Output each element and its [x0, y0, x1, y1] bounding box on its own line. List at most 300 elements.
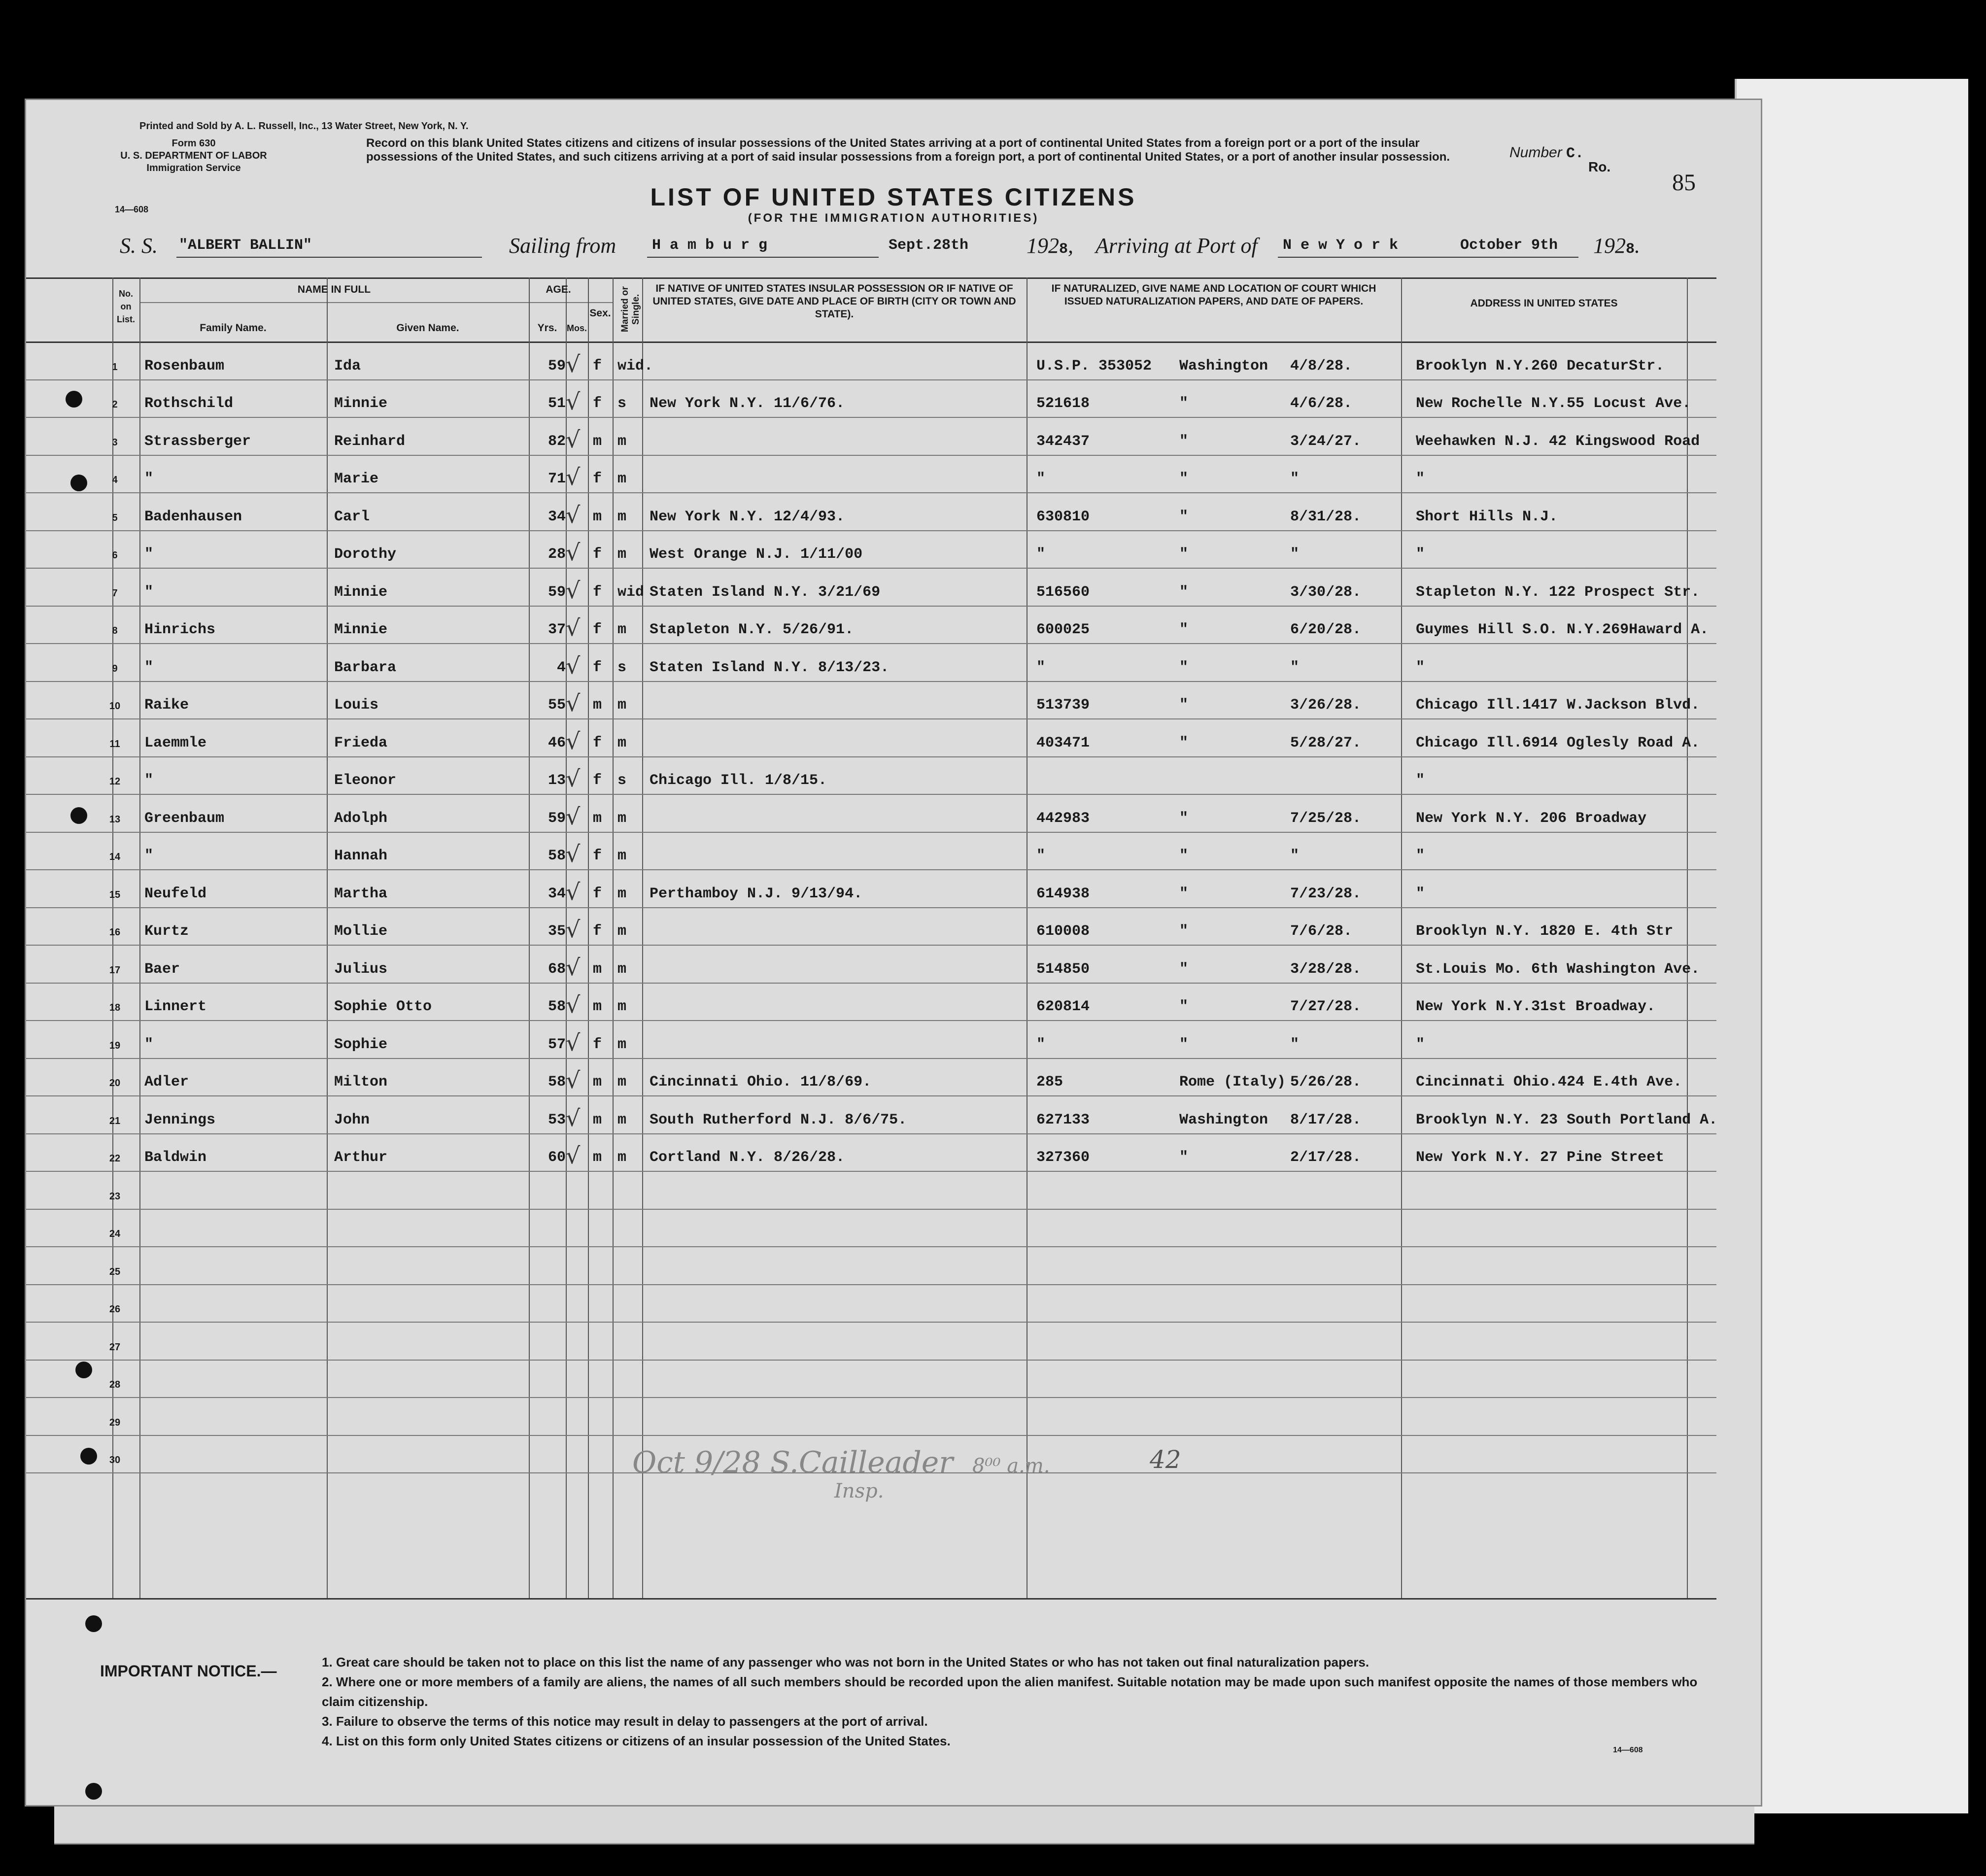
cell-paper: 327360	[1036, 1149, 1090, 1166]
header-name-in-full: NAME IN FULL	[297, 284, 371, 295]
cell-age: 59	[548, 583, 566, 601]
cell-address: Brooklyn N.Y. 23 South Portland A.	[1416, 1111, 1718, 1128]
cell-family: Hinrichs	[144, 621, 216, 638]
cell-date: "	[1290, 546, 1300, 563]
sail-year: 1928,	[1027, 234, 1074, 258]
cell-court: "	[1179, 998, 1189, 1015]
cell-date: 5/28/27.	[1290, 734, 1362, 751]
cell-court: "	[1179, 960, 1189, 978]
check-mark-icon: √	[566, 501, 581, 528]
passenger-count-annotation: 42	[1150, 1445, 1181, 1474]
cell-address: Brooklyn N.Y. 1820 E. 4th Str	[1416, 923, 1674, 940]
cell-sex: m	[593, 433, 602, 450]
cell-paper: U.S.P. 353052	[1036, 357, 1152, 375]
cell-court: "	[1179, 923, 1189, 940]
cell-age: 58	[548, 1074, 566, 1091]
cell-sex: f	[593, 395, 602, 412]
line-number: 30	[109, 1455, 121, 1466]
cell-date: "	[1290, 471, 1300, 487]
cell-status: m	[617, 1036, 627, 1053]
cell-address: Weehawken N.J. 42 Kingswood Road	[1416, 433, 1700, 450]
cell-paper: 285	[1036, 1074, 1063, 1091]
line-number: 11	[109, 738, 120, 750]
ship-name: "ALBERT BALLIN"	[179, 237, 312, 254]
cell-date: 5/26/28.	[1290, 1074, 1362, 1091]
line-number: 28	[109, 1379, 121, 1390]
cell-sex: m	[593, 1111, 602, 1128]
cell-status: m	[617, 885, 627, 902]
department: U. S. DEPARTMENT OF LABOR	[120, 150, 267, 161]
check-mark-icon: √	[566, 1029, 581, 1056]
cell-sex: m	[593, 697, 602, 714]
cell-court: "	[1179, 734, 1189, 751]
line-number: 21	[109, 1115, 121, 1126]
check-mark-icon: √	[566, 614, 581, 641]
arriving-label: Arriving at Port of	[1096, 234, 1258, 258]
header-family-name: Family Name.	[200, 322, 267, 334]
cell-family: Baldwin	[144, 1149, 207, 1166]
sail-date: Sept.28th	[889, 237, 969, 254]
line-number: 23	[109, 1191, 121, 1202]
cell-paper: 627133	[1036, 1111, 1090, 1128]
cell-court: Washington	[1179, 1111, 1268, 1128]
cell-sex: f	[593, 734, 602, 751]
cell-sex: f	[593, 848, 602, 864]
check-mark-icon: √	[566, 765, 581, 792]
cell-date: "	[1290, 1036, 1300, 1053]
cell-court: "	[1179, 621, 1189, 638]
check-mark-icon: √	[566, 652, 581, 679]
cell-date: 3/28/28.	[1290, 960, 1362, 978]
cell-age: 4	[556, 659, 566, 676]
check-mark-icon: √	[566, 1104, 581, 1131]
cell-age: 68	[548, 960, 566, 978]
line-number: 9	[112, 663, 118, 674]
cell-date: 4/8/28.	[1290, 357, 1353, 375]
cell-given: Adolph	[334, 810, 388, 827]
cell-court: Washington	[1179, 357, 1268, 375]
cell-paper: 630810	[1036, 508, 1090, 525]
voyage-line	[120, 233, 1697, 263]
cell-date: 3/30/28.	[1290, 583, 1362, 601]
cell-court: "	[1179, 433, 1189, 450]
cell-family: Baer	[144, 960, 180, 978]
cell-family: Jennings	[144, 1111, 216, 1128]
cell-age: 59	[548, 357, 566, 375]
ss-label: S. S.	[120, 234, 158, 258]
cell-paper: "	[1036, 546, 1046, 563]
header-age: AGE.	[546, 284, 571, 295]
cell-date: 3/24/27.	[1290, 433, 1362, 450]
cell-family: "	[144, 848, 154, 864]
cell-age: 58	[548, 848, 566, 864]
cell-date: 8/17/28.	[1290, 1111, 1362, 1128]
cell-address: Guymes Hill S.O. N.Y.269Haward A.	[1416, 621, 1709, 638]
check-mark-icon: √	[566, 539, 581, 566]
port-from: H a m b u r g	[652, 237, 768, 254]
cell-address: New York N.Y.31st Broadway.	[1416, 998, 1656, 1015]
cell-paper: 620814	[1036, 998, 1090, 1015]
cell-birth: South Rutherford N.J. 8/6/75.	[650, 1111, 907, 1128]
sailing-label: Sailing from	[509, 234, 616, 258]
header-naturalization: IF NATURALIZED, GIVE NAME AND LOCATION OF COURT WHICH ISSUED NATURALIZATION PAPERS, AND DATE OF PAPERS.	[1051, 283, 1376, 307]
cell-date: 4/6/28.	[1290, 395, 1353, 412]
cell-given: Reinhard	[334, 433, 406, 450]
header-mos: Mos.	[566, 323, 587, 333]
binder-hole	[85, 1615, 102, 1632]
cell-status: m	[617, 1074, 627, 1091]
cell-address: Stapleton N.Y. 122 Prospect Str.	[1416, 583, 1700, 601]
line-number: 17	[109, 964, 121, 976]
cell-sex: f	[593, 1036, 602, 1053]
cell-court: "	[1179, 508, 1189, 525]
cell-paper: 442983	[1036, 810, 1090, 827]
line-number: 3	[112, 437, 118, 448]
ro-label: Ro.	[1588, 159, 1611, 174]
cell-address: New Rochelle N.Y.55 Locust Ave.	[1416, 395, 1691, 412]
cell-status: m	[617, 471, 627, 487]
check-mark-icon: √	[566, 991, 581, 1018]
cell-given: Minnie	[334, 621, 388, 638]
line-number: 14	[109, 852, 121, 862]
cell-address: "	[1416, 885, 1425, 902]
line-number: 15	[109, 889, 121, 900]
cell-family: Laemmle	[144, 734, 207, 751]
cell-age: 34	[548, 508, 566, 525]
sail-year-suffix: 8	[1059, 241, 1068, 258]
cell-status: wid.	[617, 357, 653, 375]
line-number: 22	[109, 1153, 121, 1164]
cell-status: m	[617, 923, 627, 940]
cell-family: "	[144, 546, 154, 563]
arrive-year-suffix: 8	[1626, 241, 1635, 258]
passenger-table	[26, 277, 1761, 1598]
notice-item: 4. List on this form only United States citizens or citizens of an insular possession of the United States.	[322, 1734, 951, 1748]
cell-sex: f	[593, 583, 602, 601]
check-mark-icon: √	[566, 916, 581, 943]
check-mark-icon: √	[566, 426, 581, 453]
arrive-year: 1928.	[1593, 234, 1641, 258]
cell-address: Chicago Ill.6914 Oglesly Road A.	[1416, 734, 1700, 751]
cell-age: 51	[548, 395, 566, 412]
cell-sex: f	[593, 923, 602, 940]
check-mark-icon: √	[566, 388, 581, 415]
binder-hole	[70, 475, 87, 491]
cell-address: "	[1416, 772, 1425, 789]
cell-birth: Cincinnati Ohio. 11/8/69.	[650, 1074, 872, 1091]
cell-age: 28	[548, 546, 566, 563]
cell-court: "	[1179, 583, 1189, 601]
cell-date: "	[1290, 848, 1300, 864]
cell-age: 57	[548, 1036, 566, 1053]
header-address: ADDRESS IN UNITED STATES	[1470, 298, 1618, 309]
cell-court: "	[1179, 395, 1189, 412]
line-number: 8	[112, 625, 118, 636]
cell-given: Milton	[334, 1074, 388, 1091]
cell-status: m	[617, 1149, 627, 1166]
header-sex: Sex.	[589, 307, 611, 319]
cell-date: 7/25/28.	[1290, 810, 1362, 827]
line-number: 7	[112, 587, 118, 599]
notice-item: 2. Where one or more members of a family are aliens, the names of all such members should be recorded upon the alien manifest. Suitable notation may be made upon such manifest opposite the names of those members who claim citizenship.	[322, 1674, 1698, 1709]
cell-sex: f	[593, 659, 602, 676]
cell-paper: "	[1036, 659, 1046, 676]
line-number: 12	[109, 776, 121, 787]
cell-given: Mollie	[334, 923, 388, 940]
cell-family: Greenbaum	[144, 810, 225, 827]
cell-age: 55	[548, 697, 566, 714]
form-identifier	[90, 137, 297, 174]
manifest-page	[25, 99, 1762, 1807]
cell-given: Sophie	[334, 1036, 388, 1053]
check-mark-icon: √	[566, 464, 581, 490]
line-number: 13	[109, 814, 121, 825]
cell-family: "	[144, 583, 154, 601]
cell-sex: m	[593, 998, 602, 1015]
check-mark-icon: √	[566, 1067, 581, 1093]
cell-court: Rome (Italy)	[1179, 1074, 1286, 1091]
cell-family: Rosenbaum	[144, 357, 225, 375]
cell-sex: m	[593, 508, 602, 525]
cell-given: Dorothy	[334, 546, 397, 563]
cell-address: New York N.Y. 27 Pine Street	[1416, 1149, 1665, 1166]
cell-given: Barbara	[334, 659, 397, 676]
cell-sex: f	[593, 885, 602, 902]
header-yrs: Yrs.	[537, 322, 557, 334]
cell-court: "	[1179, 659, 1189, 676]
cell-paper: 521618	[1036, 395, 1090, 412]
line-number: 27	[109, 1341, 121, 1353]
cell-given: Martha	[334, 885, 388, 902]
cell-court: "	[1179, 471, 1189, 487]
cell-given: Eleonor	[334, 772, 397, 789]
number-label: Number	[1509, 144, 1562, 161]
cell-birth: West Orange N.J. 1/11/00	[650, 546, 863, 563]
cell-sex: m	[593, 1149, 602, 1166]
cell-status: s	[617, 772, 627, 789]
cell-status: m	[617, 960, 627, 978]
cell-given: Frieda	[334, 734, 388, 751]
cell-paper: 516560	[1036, 583, 1090, 601]
notice-item: 3. Failure to observe the terms of this notice may result in delay to passengers at the port of arrival.	[322, 1714, 928, 1729]
cell-given: Julius	[334, 960, 388, 978]
line-number: 4	[112, 475, 118, 485]
back-sheet	[1735, 79, 1968, 1813]
check-mark-icon: √	[566, 803, 581, 830]
binder-hole	[85, 1783, 102, 1800]
cell-status: s	[617, 659, 627, 676]
check-mark-icon: √	[566, 841, 581, 867]
cell-address: Cincinnati Ohio.424 E.4th Ave.	[1416, 1074, 1682, 1091]
cell-age: 71	[548, 471, 566, 487]
line-number: 5	[112, 512, 118, 523]
cell-address: Brooklyn N.Y.260 DecaturStr.	[1416, 357, 1665, 375]
cell-address: New York N.Y. 206 Broadway	[1416, 810, 1647, 827]
binder-hole	[70, 807, 87, 824]
page-subtitle: (FOR THE IMMIGRATION AUTHORITIES)	[748, 211, 1039, 225]
cell-age: 13	[548, 772, 566, 789]
cell-address: St.Louis Mo. 6th Washington Ave.	[1416, 960, 1700, 978]
cell-given: Marie	[334, 471, 379, 487]
cell-sex: m	[593, 960, 602, 978]
cell-given: Minnie	[334, 583, 388, 601]
cell-date: 7/27/28.	[1290, 998, 1362, 1015]
cell-age: 58	[548, 998, 566, 1015]
inspection-annotation	[632, 1445, 1050, 1480]
cell-address: Short Hills N.J.	[1416, 508, 1558, 525]
cell-family: "	[144, 659, 154, 676]
cell-date: 8/31/28.	[1290, 508, 1362, 525]
number-field	[1509, 144, 1584, 162]
cell-birth: Chicago Ill. 1/8/15.	[650, 772, 827, 789]
cell-given: Carl	[334, 508, 370, 525]
cell-family: Badenhausen	[144, 508, 242, 525]
cell-family: "	[144, 772, 154, 789]
cell-paper: "	[1036, 1036, 1046, 1053]
cell-family: Raike	[144, 697, 189, 714]
cell-paper: 513739	[1036, 697, 1090, 714]
line-number: 2	[112, 399, 118, 410]
header-no-on-list: No. on List.	[116, 289, 135, 324]
service: Immigration Service	[146, 163, 241, 173]
form-code: 14—608	[115, 205, 149, 214]
record-instruction: Record on this blank United States citizens and citizens of insular possessions of the United States arriving at a port of continental United States from a foreign port or a port of the insular possessions of the United States, and such citizens arriving at a port of said insular possessions from a foreign port, a port of continental United States, or a port of another insular possession.	[366, 136, 1450, 164]
check-mark-icon: √	[566, 954, 581, 981]
cell-status: m	[617, 621, 627, 638]
cell-birth: Staten Island N.Y. 3/21/69	[650, 583, 881, 601]
cell-birth: Perthamboy N.J. 9/13/94.	[650, 885, 863, 902]
cell-family: Adler	[144, 1074, 189, 1091]
cell-status: m	[617, 546, 627, 563]
cell-date: 7/23/28.	[1290, 885, 1362, 902]
cell-given: Ida	[334, 357, 361, 375]
bottom-form-code: 14—608	[1613, 1746, 1643, 1754]
header-given-name: Given Name.	[396, 322, 459, 334]
cell-paper: 614938	[1036, 885, 1090, 902]
cell-family: "	[144, 471, 154, 487]
cell-given: Minnie	[334, 395, 388, 412]
cell-sex: m	[593, 810, 602, 827]
cell-family: Strassberger	[144, 433, 251, 450]
page-title: LIST OF UNITED STATES CITIZENS	[650, 183, 1137, 211]
cell-status: m	[617, 433, 627, 450]
line-number: 20	[109, 1078, 121, 1089]
cell-sex: f	[593, 471, 602, 487]
arrive-year-prefix: 192	[1593, 234, 1626, 258]
cell-family: Kurtz	[144, 923, 189, 940]
cell-sex: f	[593, 772, 602, 789]
line-number: 10	[109, 701, 121, 712]
line-number: 6	[112, 550, 118, 561]
cell-court: "	[1179, 885, 1189, 902]
cell-paper: "	[1036, 471, 1046, 487]
line-number: 25	[109, 1266, 121, 1277]
cell-status: m	[617, 508, 627, 525]
cell-court: "	[1179, 810, 1189, 827]
arrive-date: October 9th	[1460, 237, 1558, 254]
cell-status: m	[617, 998, 627, 1015]
cell-sex: f	[593, 546, 602, 563]
line-number: 29	[109, 1417, 121, 1428]
printer-line: Printed and Sold by A. L. Russell, Inc., 13 Water Street, New York, N. Y.	[139, 121, 469, 132]
cell-court: "	[1179, 546, 1189, 563]
notice-heading: IMPORTANT NOTICE.—	[100, 1662, 277, 1680]
form-number: Form 630	[171, 138, 216, 149]
inspection-text: Oct 9/28 S.Cailleader	[632, 1445, 953, 1480]
cell-paper: 342437	[1036, 433, 1090, 450]
cell-age: 37	[548, 621, 566, 638]
cell-status: m	[617, 810, 627, 827]
page-number: 85	[1672, 170, 1696, 196]
cell-paper: "	[1036, 848, 1046, 864]
cell-paper: 514850	[1036, 960, 1090, 978]
cell-status: wid	[617, 583, 645, 601]
cell-paper: 403471	[1036, 734, 1090, 751]
line-number: 16	[109, 927, 121, 938]
inspector-note: Insp.	[834, 1480, 884, 1502]
cell-address: "	[1416, 848, 1425, 864]
cell-status: m	[617, 1111, 627, 1128]
cell-age: 35	[548, 923, 566, 940]
binder-hole	[80, 1448, 97, 1465]
binder-hole	[66, 391, 82, 408]
port-to: N e w Y o r k	[1283, 237, 1399, 254]
cell-given: Arthur	[334, 1149, 388, 1166]
cell-family: Linnert	[144, 998, 207, 1015]
check-mark-icon: √	[566, 350, 581, 377]
cell-birth: New York N.Y. 12/4/93.	[650, 508, 845, 525]
line-number: 24	[109, 1228, 121, 1239]
cell-address: "	[1416, 659, 1425, 676]
cell-birth: New York N.Y. 11/6/76.	[650, 395, 845, 412]
cell-age: 82	[548, 433, 566, 450]
cell-sex: m	[593, 1074, 602, 1091]
notice-item: 1. Great care should be taken not to place on this list the name of any passenger who was not born in the United States or who has not taken out final naturalization papers.	[322, 1655, 1370, 1670]
cell-given: Hannah	[334, 848, 388, 864]
header-birth: IF NATIVE OF UNITED STATES INSULAR POSSESSION OR IF NATIVE OF UNITED STATES, GIVE DATE AND PLACE OF BIRTH (CITY OR TOWN AND STATE).	[652, 283, 1016, 320]
cell-status: m	[617, 697, 627, 714]
cell-age: 46	[548, 734, 566, 751]
cell-address: "	[1416, 1036, 1425, 1053]
line-number: 26	[109, 1304, 121, 1315]
check-mark-icon: √	[566, 577, 581, 604]
check-mark-icon: √	[566, 1142, 581, 1169]
cell-age: 53	[548, 1111, 566, 1128]
cell-court: "	[1179, 1149, 1189, 1166]
cell-given: Louis	[334, 697, 379, 714]
number-value: C.	[1566, 145, 1584, 162]
cell-sex: f	[593, 357, 602, 375]
notice-items	[322, 1652, 1726, 1751]
check-mark-icon: √	[566, 878, 581, 905]
cell-given: Sophie Otto	[334, 998, 432, 1015]
line-number: 18	[109, 1002, 121, 1013]
cell-family: "	[144, 1036, 154, 1053]
cell-birth: Cortland N.Y. 8/26/28.	[650, 1149, 845, 1166]
cell-paper: 600025	[1036, 621, 1090, 638]
cell-given: John	[334, 1111, 370, 1128]
sail-year-prefix: 192	[1027, 234, 1059, 258]
cell-status: m	[617, 848, 627, 864]
cell-age: 60	[548, 1149, 566, 1166]
cell-family: Neufeld	[144, 885, 207, 902]
header-married-single: Married or Single.	[620, 286, 641, 333]
cell-address: "	[1416, 471, 1425, 487]
check-mark-icon: √	[566, 690, 581, 716]
cell-status: s	[617, 395, 627, 412]
cell-date: "	[1290, 659, 1300, 676]
cell-court: "	[1179, 1036, 1189, 1053]
